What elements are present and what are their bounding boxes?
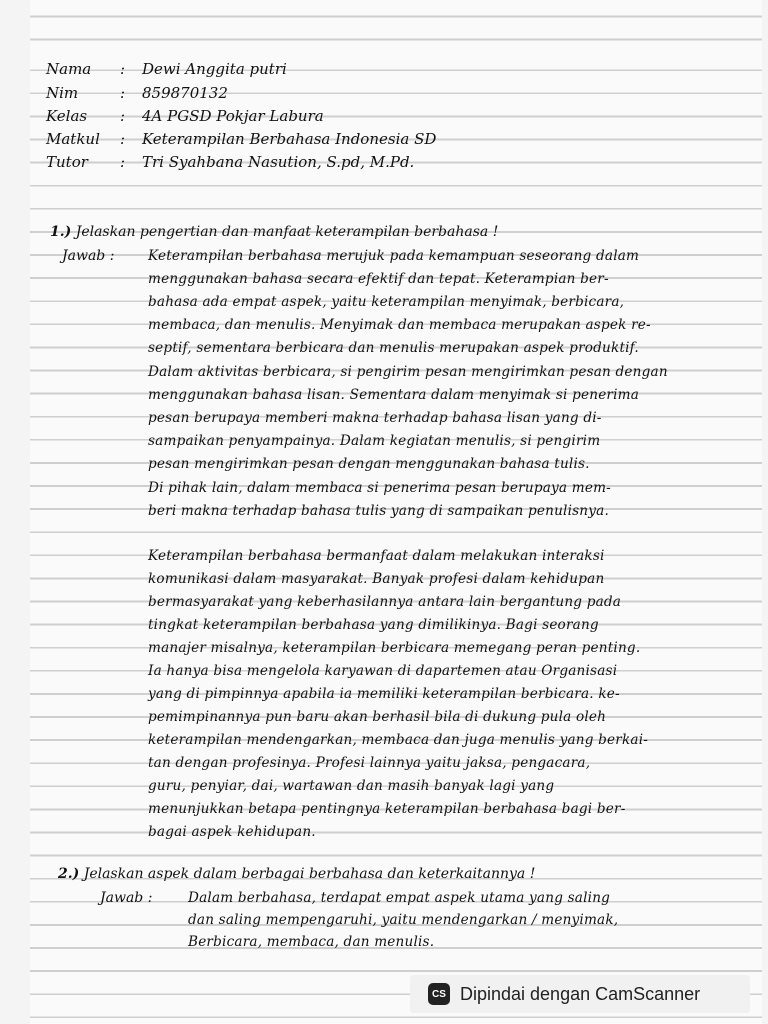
text-line: tan dengan profesinya. Profesi lainnya yaitu jaksa, pengacara, [148, 755, 591, 771]
field-value: 4A PGSD Pokjar Labura [142, 107, 324, 125]
text-line: bahasa ada empat aspek, yaitu keterampilan menyimak, berbicara, [148, 294, 625, 310]
field-colon: : [120, 107, 126, 125]
question-1 [50, 224, 498, 240]
field-tutor [46, 153, 546, 176]
text-line: menggunakan bahasa lisan. Sementara dalam menyimak si penerima [148, 387, 640, 403]
answer-2-label: Jawab : [100, 890, 153, 906]
text-line: pesan berupaya memberi makna terhadap bahasa lisan yang di- [148, 410, 602, 426]
text-line: bagai aspek kehidupan. [148, 824, 316, 840]
field-nama [46, 60, 546, 83]
text-line: pesan mengirimkan pesan dengan menggunakan bahasa tulis. [148, 456, 590, 472]
text-line: Ia hanya bisa mengelola karyawan di dapartemen atau Organisasi [148, 663, 618, 679]
text-line: dan saling mempengaruhi, yaitu mendengarkan / menyimak, [188, 912, 619, 928]
text-line: septif, sementara berbicara dan menulis merupakan aspek produktif. [148, 340, 639, 356]
field-value: Keterampilan Berbahasa Indonesia SD [142, 130, 437, 148]
text-line: pemimpinannya pun baru akan berhasil bila di dukung pula oleh [148, 709, 607, 725]
text-line: yang di pimpinnya apabila ia memiliki keterampilan berbicara. ke- [148, 686, 620, 702]
field-colon: : [120, 130, 126, 148]
text-line: beri makna terhadap bahasa tulis yang di sampaikan penulisnya. [148, 503, 609, 519]
field-label: Tutor [46, 153, 88, 171]
answer-1-label: Jawab : [62, 248, 115, 264]
field-kelas [46, 107, 546, 130]
field-label: Nim [46, 84, 79, 102]
text-line: komunikasi dalam masyarakat. Banyak profesi dalam kehidupan [148, 571, 605, 587]
text-line: tingkat keterampilan berbahasa yang dimilikinya. Bagi seorang [148, 617, 599, 633]
text-line: sampaikan penyampainya. Dalam kegiatan menulis, si pengirim [148, 433, 601, 449]
question-number: 1.) [50, 224, 72, 240]
question-text: Jelaskan pengertian dan manfaat keterampilan berbahasa ! [75, 224, 499, 240]
field-label: Matkul [46, 130, 100, 148]
text-line: membaca, dan menulis. Menyimak dan membaca merupakan aspek re- [148, 317, 651, 333]
field-colon: : [120, 153, 126, 171]
text-line: Berbicara, membaca, dan menulis. [188, 934, 435, 950]
field-nim [46, 84, 546, 107]
text-line: keterampilan mendengarkan, membaca dan juga menulis yang berkai- [148, 732, 649, 748]
text-line: manajer misalnya, keterampilan berbicara memegang peran penting. [148, 640, 641, 656]
text-line: Keterampilan berbahasa bermanfaat dalam melakukan interaksi [148, 548, 605, 564]
field-value: Dewi Anggita putri [142, 60, 287, 78]
text-line: Keterampilan berbahasa merujuk pada kemampuan seseorang dalam [148, 248, 640, 264]
field-matkul [46, 130, 546, 153]
text-line: guru, penyiar, dai, wartawan dan masih banyak lagi yang [148, 778, 555, 794]
question-number: 2.) [58, 866, 80, 882]
text-line: Di pihak lain, dalam membaca si penerima pesan berupaya mem- [148, 480, 611, 496]
field-colon: : [120, 60, 126, 78]
question-2 [58, 866, 535, 882]
field-colon: : [120, 84, 126, 102]
camscanner-text: Dipindai dengan CamScanner [460, 983, 701, 1004]
field-value: 859870132 [142, 84, 228, 102]
question-text: Jelaskan aspek dalam berbagai berbahasa dan keterkaitannya ! [83, 866, 536, 882]
camscanner-logo-icon: CS [428, 983, 450, 1005]
field-value: Tri Syahbana Nasution, S.pd, M.Pd. [142, 153, 415, 171]
text-line: Dalam berbahasa, terdapat empat aspek utama yang saling [188, 890, 611, 906]
text-line: menunjukkan betapa pentingnya keterampilan berbahasa bagi ber- [148, 801, 626, 817]
field-label: Nama [46, 60, 92, 78]
field-label: Kelas [46, 107, 88, 125]
text-line: menggunakan bahasa secara efektif dan tepat. Keterampian ber- [148, 271, 609, 287]
camscanner-watermark [410, 975, 750, 1013]
text-line: Dalam aktivitas berbicara, si pengirim pesan mengirimkan pesan dengan [148, 364, 668, 380]
text-line: bermasyarakat yang keberhasilannya antara lain bergantung pada [148, 594, 622, 610]
